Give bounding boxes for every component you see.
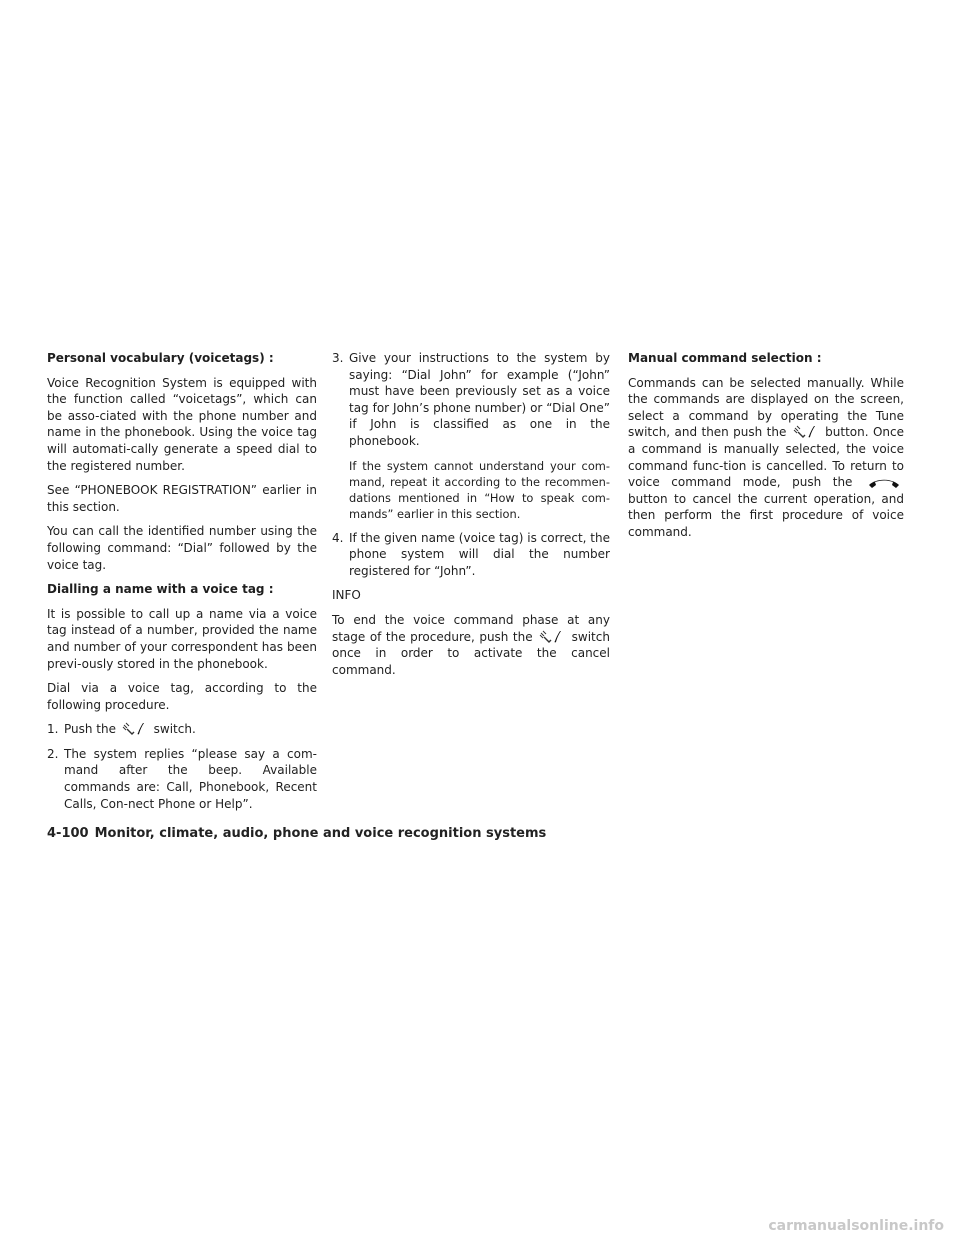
paragraph-procedure: Dial via a voice tag, according to the following procedure. xyxy=(47,681,317,712)
heading-personal-vocabulary: Personal vocabulary (voicetags) : xyxy=(47,351,274,365)
paragraph-see-phonebook: See “PHONEBOOK REGISTRATION” earlier in this section. xyxy=(47,483,317,514)
step-number: 2. xyxy=(47,746,59,761)
step-2 xyxy=(47,746,317,812)
step-number: 3. xyxy=(332,351,344,365)
heading-manual-command: Manual command selection : xyxy=(628,351,822,365)
page-footer xyxy=(47,826,546,841)
paragraph-manual-command xyxy=(628,375,904,541)
info-label: INFO xyxy=(332,588,361,603)
step-text-end: switch. xyxy=(153,722,196,737)
step-text: Give your instructions to the system by saying: “Dial John” for example (“John” must have been previously set as a voice tag for John’s phone number) or “Dial One” if John is classified as one in the phonebook. xyxy=(349,351,610,448)
info-text-start: To end the voice command phase at any stage of the procedure, push the xyxy=(332,612,610,644)
manual-text-2: button. Once a command is manually selected, the voice command func-tion is cancelled. To return to voice command mode, push the xyxy=(628,425,904,490)
heading-dialling-voice-tag: Dialling a name with a voice tag : xyxy=(47,582,274,597)
hang-up-icon xyxy=(866,477,902,489)
section-title: Monitor, climate, audio, phone and voice recognition systems xyxy=(94,826,547,841)
step-text: If the given name (voice tag) is correct, the phone system will dial the number registered for “John”. xyxy=(349,530,610,578)
info-text-end: switch once in order to activate the cancel command. xyxy=(332,629,610,677)
page-number: 4-100 xyxy=(47,826,89,841)
step-text: Push the xyxy=(64,722,116,737)
step-3-note: If the system cannot understand your com-mand, repeat it according to the recommen-dations mentioned in “How to speak com-mands” earlier in this section. xyxy=(349,458,610,521)
manual-text-1: Commands can be selected manually. While the commands are displayed on the screen, select a command by operating the Tune switch, and then push the xyxy=(628,375,904,440)
paragraph-call-via-voice-tag: It is possible to call up a name via a voice tag instead of a number, provided the name and number of your correspondent has been previ-ously stored in the phonebook. xyxy=(47,606,317,671)
step-number: 1. xyxy=(47,722,59,737)
step-1 xyxy=(47,721,317,738)
column-right xyxy=(628,350,904,549)
step-4 xyxy=(332,530,610,580)
step-3 xyxy=(332,350,610,450)
column-middle xyxy=(332,350,610,686)
info-paragraph xyxy=(332,612,610,678)
watermark: carmanualsonline.info xyxy=(768,1218,944,1234)
step-number: 4. xyxy=(332,530,344,545)
phone-voice-icon xyxy=(122,722,148,736)
manual-text-3: button to cancel the current operation, and then perform the first procedure of voice command. xyxy=(628,491,904,539)
step-text: The system replies “please say a com-mand after the beep. Available commands are: Call, Phonebook, Recent Calls, Con-nect Phone or Help”. xyxy=(64,746,317,811)
column-left xyxy=(47,350,317,820)
phone-voice-icon xyxy=(539,630,565,644)
paragraph-voicetags: Voice Recognition System is equipped with the function called “voicetags”, which can be asso-ciated with the phone number and name in the phonebook. Using the voice tag will automati-cally generate a speed dial to the registered number. xyxy=(47,375,317,473)
paragraph-dial-command: You can call the identified number using the following command: “Dial” followed by the voice tag. xyxy=(47,524,317,572)
phone-voice-icon xyxy=(793,425,819,439)
